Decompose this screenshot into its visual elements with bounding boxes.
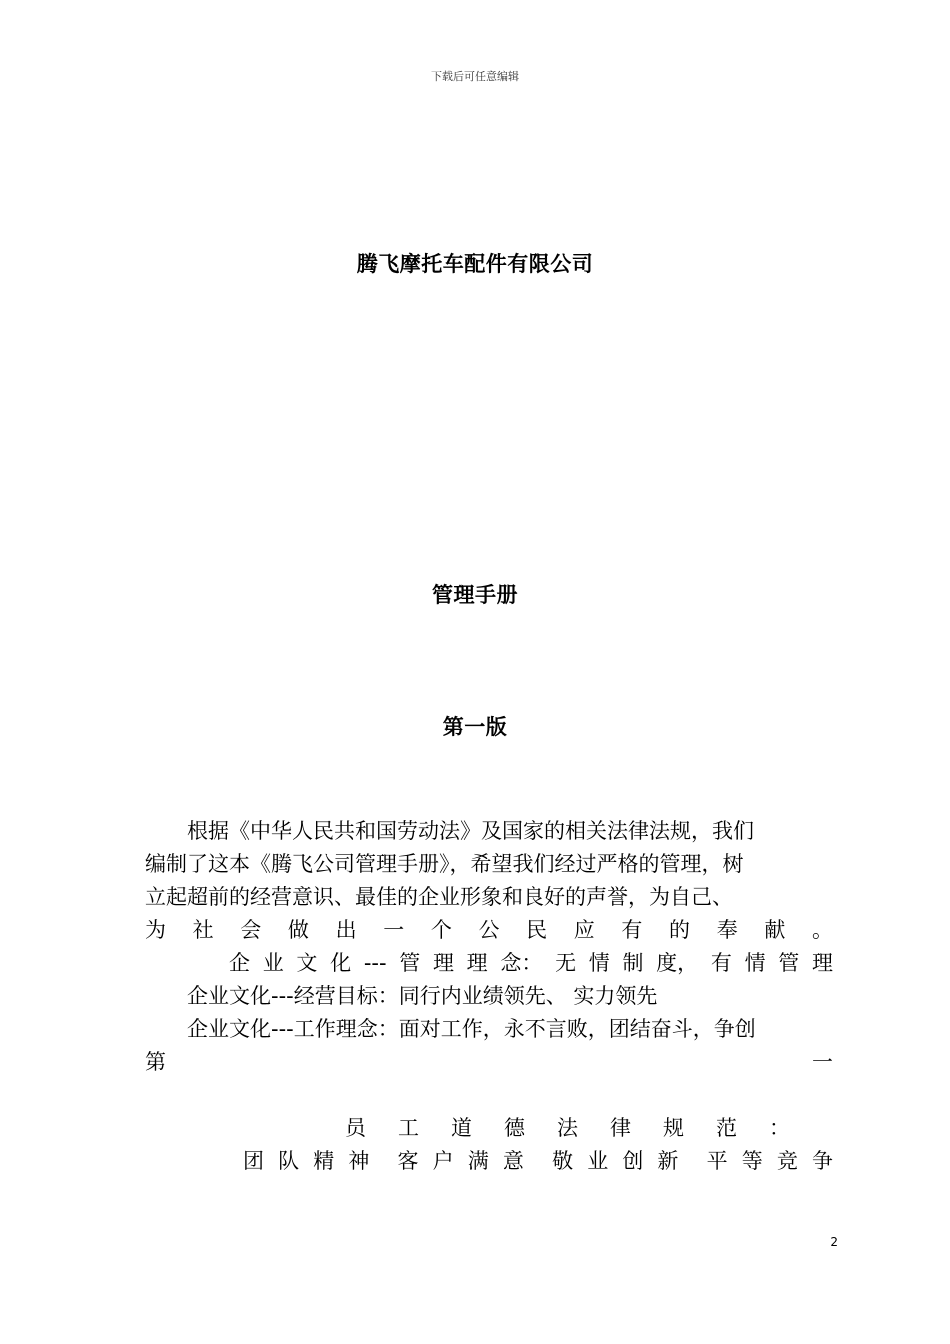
culture-mgmt-part-2: 文 <box>296 951 318 975</box>
page-number: 2 <box>830 1235 838 1249</box>
ethics-values-part-16: 等 <box>741 1149 763 1173</box>
culture-work-concept: 企业文化---工作理念：面对工作，永不言败，团结奋斗，争创 <box>187 1017 756 1041</box>
culture-work-concept-end-right: 一 <box>812 1050 833 1074</box>
ethics-heading-char-8: ： <box>769 1116 790 1140</box>
ethics-heading-char-0: 员 <box>345 1116 366 1140</box>
culture-mgmt-part-9: 无 <box>555 951 577 975</box>
intro-line-4-char-0: 为 <box>145 918 166 942</box>
ethics-values-part-10: 敬 <box>552 1149 574 1173</box>
intro-line-3: 立起超前的经营意识、最佳的企业形象和良好的声誉，为自己、 <box>145 885 733 909</box>
culture-mgmt-part-0: 企 <box>229 951 250 975</box>
edition-label: 第一版 <box>442 715 508 739</box>
culture-mgmt-part-3: 化 <box>330 951 352 975</box>
ethics-values <box>243 1145 833 1178</box>
culture-mgmt-part-16: 理 <box>811 951 833 975</box>
ethics-heading-char-6: 规 <box>663 1116 684 1140</box>
header-note: 下载后可任意编辑 <box>431 70 519 83</box>
ethics-values-part-7: 满 <box>467 1149 489 1173</box>
culture-work-concept-end-left: 第 <box>145 1050 166 1074</box>
ethics-heading <box>345 1112 790 1145</box>
culture-mgmt-part-8: 念： <box>500 951 543 975</box>
company-name: 腾飞摩托车配件有限公司 <box>356 252 594 276</box>
intro-line-4 <box>145 914 833 947</box>
ethics-heading-char-5: 律 <box>610 1116 631 1140</box>
culture-mgmt-part-1: 业 <box>262 951 284 975</box>
culture-mgmt-part-13: 有 <box>710 951 732 975</box>
ethics-values-part-0: 团 <box>243 1149 264 1173</box>
ethics-values-part-5: 客 <box>397 1149 419 1173</box>
ethics-heading-char-3: 德 <box>504 1116 525 1140</box>
intro-line-4-char-14: 。 <box>811 918 833 942</box>
ethics-values-part-8: 意 <box>502 1149 524 1173</box>
intro-line-4-char-2: 会 <box>240 918 262 942</box>
culture-mgmt-part-12: 度， <box>656 951 699 975</box>
intro-line-4-char-10: 有 <box>621 918 643 942</box>
intro-line-4-char-4: 出 <box>335 918 357 942</box>
ethics-values-part-2: 精 <box>313 1149 335 1173</box>
ethics-heading-char-7: 范 <box>716 1116 737 1140</box>
ethics-values-part-12: 创 <box>622 1149 644 1173</box>
intro-line-4-char-11: 的 <box>669 918 691 942</box>
culture-mgmt-part-6: 理 <box>432 951 454 975</box>
intro-line-4-char-12: 奉 <box>716 918 738 942</box>
culture-mgmt-part-15: 管 <box>778 951 800 975</box>
intro-line-4-char-7: 公 <box>478 918 500 942</box>
intro-line-4-char-1: 社 <box>192 918 214 942</box>
ethics-heading-char-4: 法 <box>557 1116 578 1140</box>
ethics-values-part-15: 平 <box>706 1149 728 1173</box>
culture-business-goal: 企业文化---经营目标：同行内业绩领先、 实力领先 <box>187 984 658 1008</box>
ethics-values-part-11: 业 <box>587 1149 609 1173</box>
intro-line-1: 根据《中华人民共和国劳动法》及国家的相关法律法规，我们 <box>187 819 754 843</box>
culture-mgmt-part-11: 制 <box>622 951 644 975</box>
culture-mgmt-part-4: --- <box>363 951 387 975</box>
intro-line-4-char-13: 献 <box>764 918 786 942</box>
intro-line-2: 编制了这本《腾飞公司管理手册》，希望我们经过严格的管理，树 <box>145 852 744 876</box>
ethics-values-part-17: 竞 <box>776 1149 798 1173</box>
ethics-values-part-18: 争 <box>811 1149 833 1173</box>
culture-mgmt-part-7: 理 <box>466 951 488 975</box>
ethics-values-part-1: 队 <box>278 1149 300 1173</box>
intro-line-4-char-5: 一 <box>383 918 405 942</box>
intro-line-4-char-3: 做 <box>287 918 309 942</box>
ethics-values-part-13: 新 <box>657 1149 679 1173</box>
manual-title: 管理手册 <box>432 583 518 607</box>
ethics-heading-char-2: 道 <box>451 1116 472 1140</box>
ethics-values-part-6: 户 <box>432 1149 454 1173</box>
culture-mgmt-part-5: 管 <box>399 951 421 975</box>
intro-line-4-char-8: 民 <box>526 918 548 942</box>
culture-mgmt-part-14: 情 <box>744 951 766 975</box>
culture-mgmt-part-10: 情 <box>588 951 610 975</box>
intro-line-4-char-9: 应 <box>573 918 595 942</box>
ethics-heading-char-1: 工 <box>398 1116 419 1140</box>
intro-line-4-char-6: 个 <box>430 918 452 942</box>
culture-management-concept <box>229 947 833 980</box>
ethics-values-part-3: 神 <box>348 1149 370 1173</box>
